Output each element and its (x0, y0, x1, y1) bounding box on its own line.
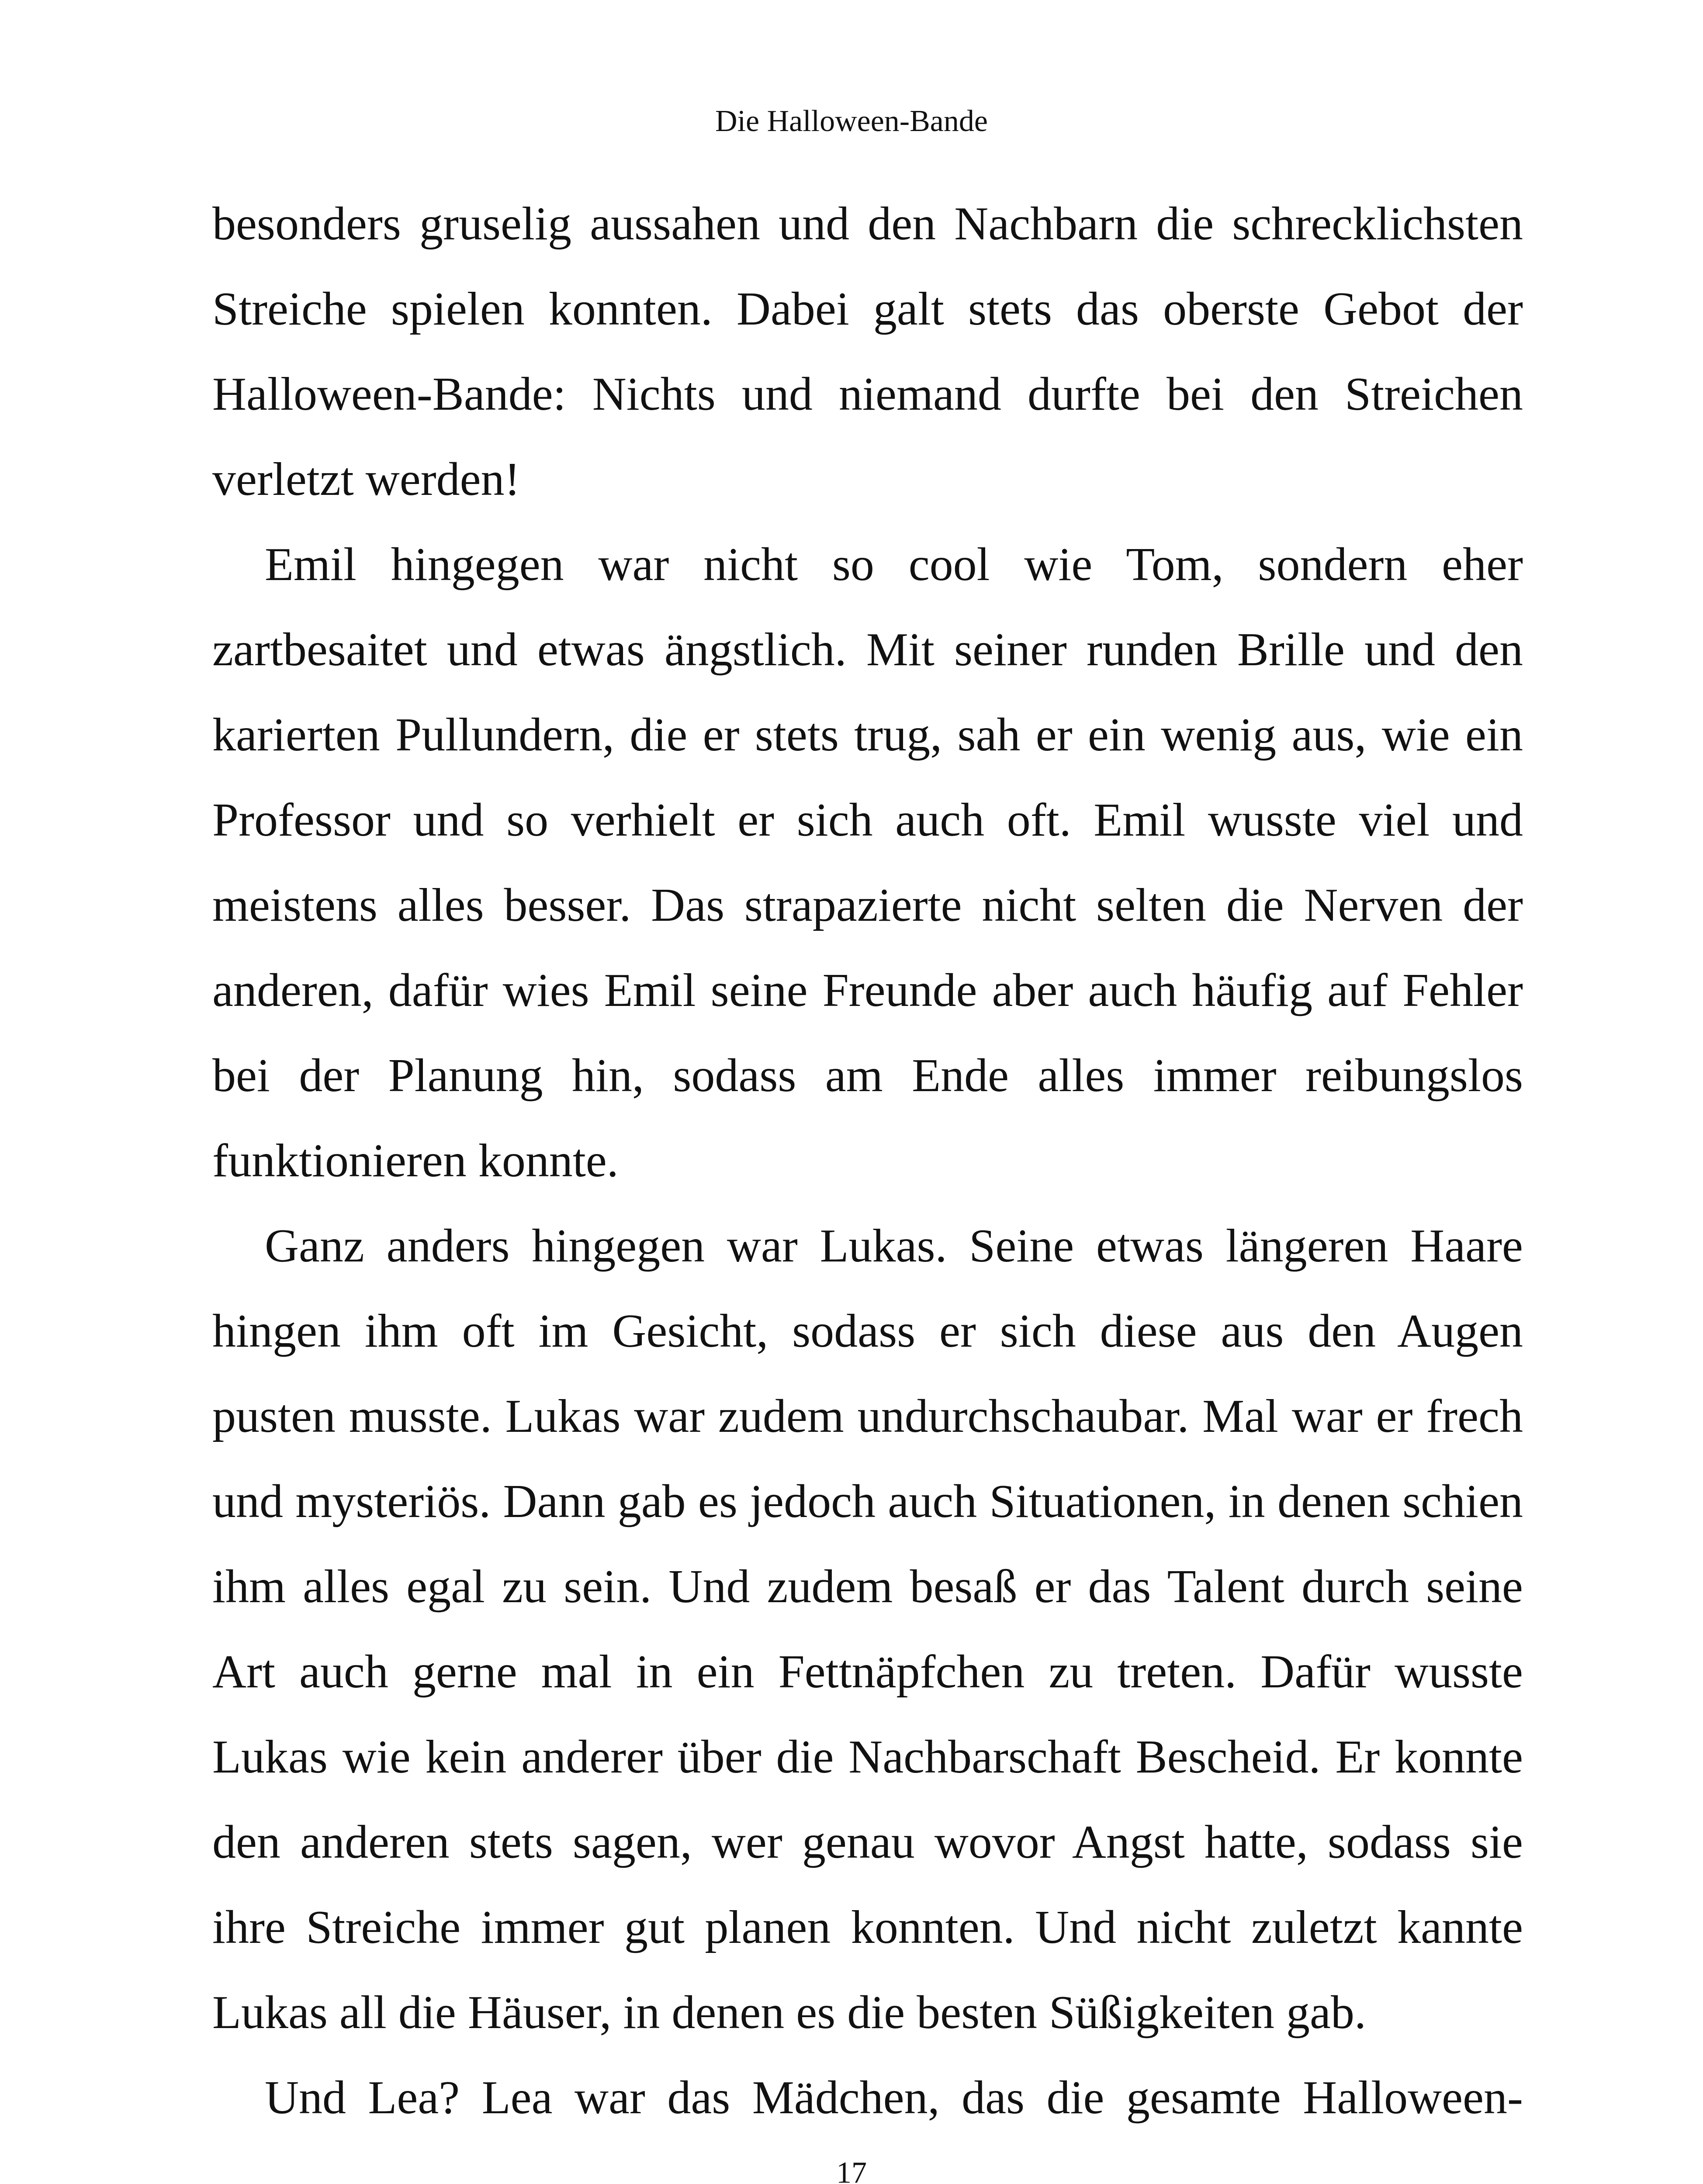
text-line: Professor und so verhielt er sich auch oft. Emil wusste viel und (212, 794, 1523, 846)
text-line: hingen ihm oft im Gesicht, sodass er sich diese aus den Augen (212, 1305, 1523, 1357)
text-line: ihre Streiche immer gut planen konnten. Und nicht zuletzt kannte (212, 1901, 1523, 1953)
text-line: Lukas wie kein anderer über die Nachbarschaft Bescheid. Er konnte (212, 1731, 1523, 1783)
text-line: Ganz anders hingegen war Lukas. Seine etwas längeren Haare (265, 1220, 1523, 1272)
text-line: besonders gruselig aussahen und den Nachbarn die schrecklichsten (212, 198, 1523, 250)
text-line: Emil hingegen war nicht so cool wie Tom, sondern eher (265, 539, 1523, 591)
text-line: zartbesaitet und etwas ängstlich. Mit seiner runden Brille und den (212, 624, 1523, 676)
text-line: Art auch gerne mal in ein Fettnäpfchen zu treten. Dafür wusste (212, 1646, 1523, 1698)
paragraph-4 (212, 2055, 1523, 2140)
text-line: meistens alles besser. Das strapazierte nicht selten die Nerven der (212, 879, 1523, 931)
text-line: ihm alles egal zu sein. Und zudem besaß er das Talent durch seine (212, 1561, 1523, 1613)
text-line: Und Lea? Lea war das Mädchen, das die gesamte Halloween- (265, 2072, 1523, 2124)
page-number: 17 (836, 2156, 867, 2184)
text-line: pusten musste. Lukas war zudem undurchschaubar. Mal war er frech (212, 1390, 1523, 1442)
text-line: anderen, dafür wies Emil seine Freunde aber auch häufig auf Fehler (212, 964, 1523, 1016)
text-line: Lukas all die Häuser, in denen es die besten Süßigkeiten gab. (212, 1987, 1366, 2039)
text-line: Halloween-Bande: Nichts und niemand durfte bei den Streichen (212, 368, 1523, 420)
body-text (212, 181, 1523, 2140)
paragraph-2 (212, 522, 1523, 1203)
paragraph-1 (212, 181, 1523, 522)
running-header: Die Halloween-Bande (715, 104, 988, 138)
text-line: funktionieren konnte. (212, 1135, 619, 1187)
text-line: den anderen stets sagen, wer genau wovor Angst hatte, sodass sie (212, 1816, 1523, 1868)
text-line: verletzt werden! (212, 453, 520, 505)
text-line: bei der Planung hin, sodass am Ende alles immer reibungslos (212, 1050, 1523, 1102)
text-line: Streiche spielen konnten. Dabei galt stets das oberste Gebot der (212, 283, 1523, 335)
text-line: und mysteriös. Dann gab es jedoch auch Situationen, in denen schien (212, 1476, 1523, 1527)
text-line: karierten Pullundern, die er stets trug, sah er ein wenig aus, wie ein (212, 709, 1523, 761)
paragraph-3 (212, 1203, 1523, 2055)
